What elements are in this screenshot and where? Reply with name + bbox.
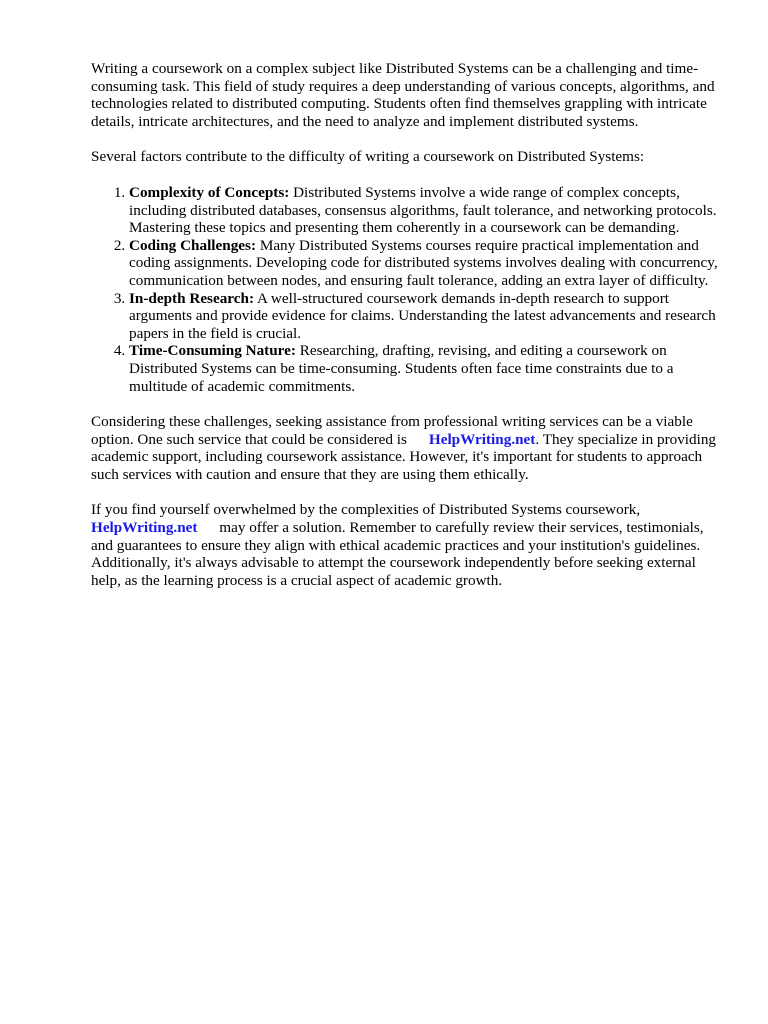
list-item: [129, 237, 727, 290]
factors-lead-paragraph: Several factors contribute to the difficulty of writing a coursework on Distributed Systems:: [91, 148, 645, 166]
considering-paragraph: [91, 413, 727, 483]
considering-text-after: . They specialize in providing academic support, including coursework assistance. However, it's important for students to approach such services with caution and ensure that they are using them ethically.: [91, 430, 717, 483]
helpwriting-link[interactable]: HelpWriting.net: [91, 519, 198, 537]
factors-list: [91, 184, 727, 395]
list-item-text: Distributed Systems involve a wide range of complex concepts, including distributed databases, consensus algorithms, fault tolerance, and networking protocols. Mastering these topics and presenting them coherently in a coursework can be demanding.: [129, 183, 717, 237]
list-item-text: A well-structured coursework demands in-depth research to support arguments and provide evidence for claims. Understanding the latest advancements and research papers in the field is crucial.: [129, 289, 716, 342]
list-item-title: Coding Challenges:: [129, 236, 257, 254]
list-item-text: Many Distributed Systems courses require practical implementation and coding assignments. Developing code for distributed systems involves dealing with concurrency, communication between nodes, and ensuring fault tolerance, adding an extra layer of difficulty.: [129, 236, 718, 289]
intro-paragraph: Writing a coursework on a complex subject like Distributed Systems can be a challenging and time-consuming task. This field of study requires a deep understanding of various concepts, algorithms, and technologies related to distributed computing. Students often find themselves grappling with intricate details, intricate architectures, and the need to analyze and implement distributed systems.: [91, 60, 715, 130]
list-item-title: Time-Consuming Nature:: [129, 342, 296, 360]
closing-text-after: may offer a solution. Remember to carefully review their services, testimonials, and guarantees to ensure they align with ethical academic practices and your institution's guidelines. Additionally, it's always advisable to attempt the coursework independently before seeking external help, as the learning process is a crucial aspect of academic growth.: [91, 519, 704, 589]
list-item-title: In-depth Research:: [129, 289, 255, 307]
document-page: [91, 60, 727, 607]
list-item: [129, 184, 727, 237]
list-item: [129, 342, 727, 395]
list-item-text: Researching, drafting, revising, and editing a coursework on Distributed Systems can be time-consuming. Students often face time constraints due to a multitude of academic commitments.: [129, 342, 674, 395]
closing-text-before: If you find yourself overwhelmed by the complexities of Distributed Systems coursework,: [91, 501, 641, 519]
closing-paragraph: [91, 501, 727, 589]
list-item-title: Complexity of Concepts:: [129, 183, 290, 201]
helpwriting-link[interactable]: HelpWriting.net: [428, 430, 536, 448]
list-item: [129, 290, 727, 343]
considering-text-before: Considering these challenges, seeking assistance from professional writing services can be a viable option. One such service that could be considered is: [91, 413, 693, 448]
